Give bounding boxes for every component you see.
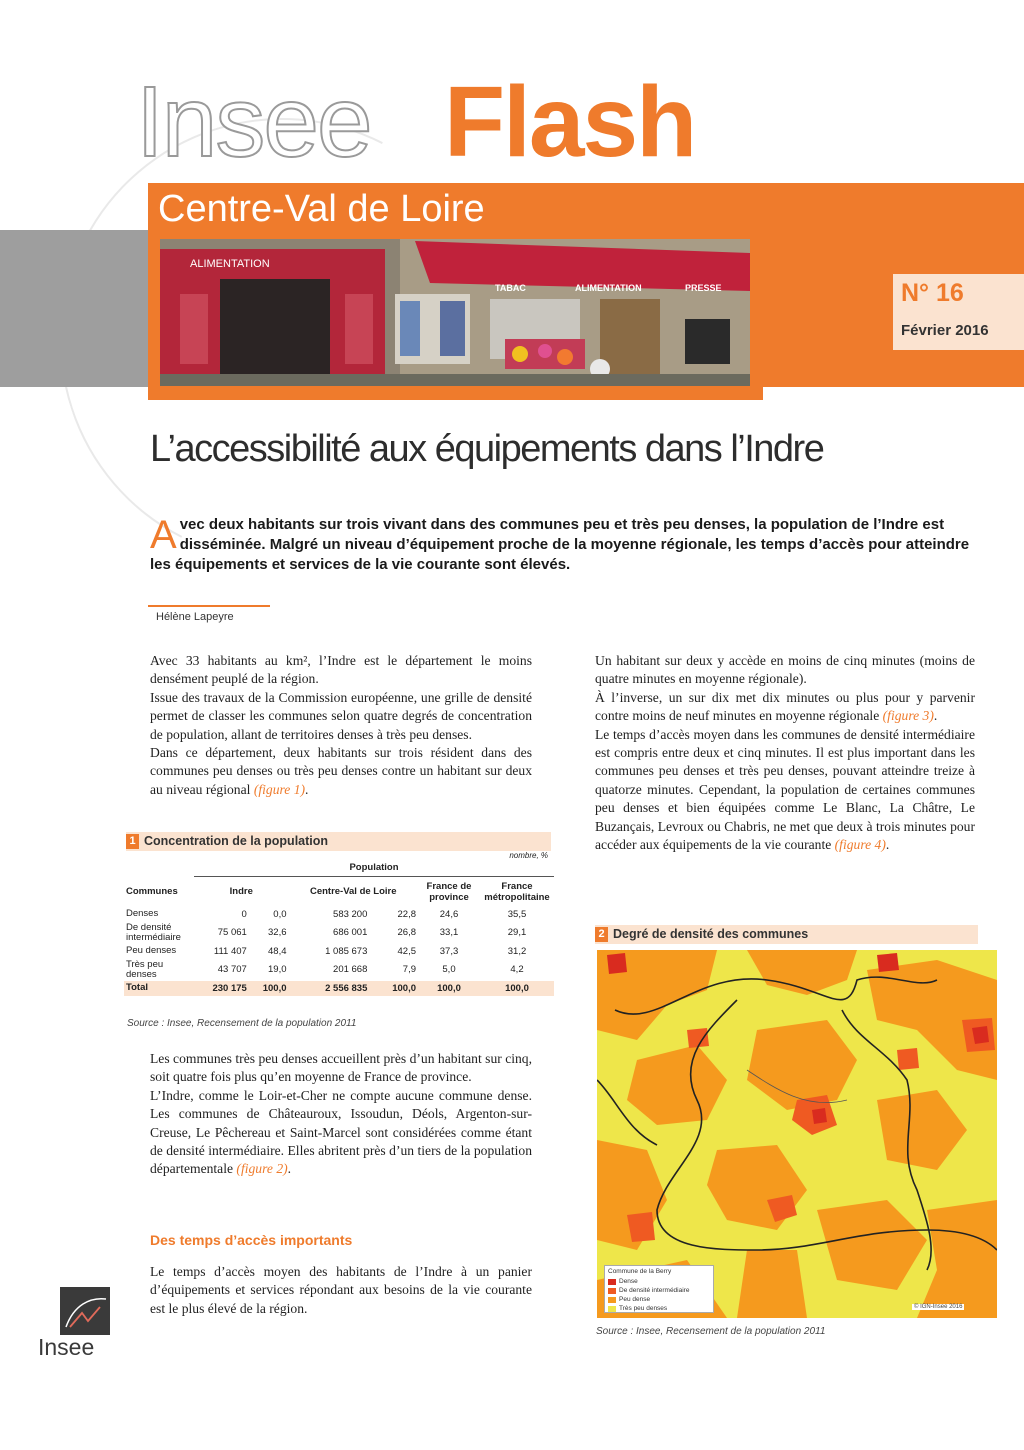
photo-sign-1: ALIMENTATION (190, 258, 270, 270)
population-header: Population (194, 862, 554, 877)
issue-number: N° 16 (901, 279, 964, 307)
legend-title: Commune de la Berry (608, 1268, 672, 1275)
figure-2-title: Degré de densité des communes (613, 927, 809, 941)
brand-flash: Flash (444, 66, 696, 178)
region-name: Centre-Val de Loire (158, 188, 485, 230)
right-column (595, 652, 975, 854)
legend-item: Peu dense (608, 1295, 710, 1304)
figure-2-source: Source : Insee, Recensement de la population 2011 (596, 1326, 826, 1337)
lead-paragraph (150, 515, 972, 575)
paragraph: À l’inverse, un sur dix met dix minutes ou plus pour y parvenir contre moins de neuf minutes en moyenne régionale (figure 3). (595, 689, 975, 724)
figure-1-link[interactable]: (figure 1) (253, 781, 306, 797)
paragraph: Le temps d’accès moyen dans les communes de densité intermédiaire est compris entre deux et cinq minutes. Il est plus important dans les communes peu denses et très peu denses, pouvant atteindre treize à quatorze minutes. Cependant, la population de certaines communes peu denses et bien équipées comme Le Blanc, La Châtre, Le Buzançais, Levroux ou Chabris, ne met que deux à trois minutes pour accéder aux équipements de la vie courante (figure 4). (595, 726, 975, 853)
author-name: Hélène Lapeyre (156, 611, 234, 623)
author-rule (148, 605, 270, 607)
table-row: De densité intermédiaire 75 061 32,6 686 001 26,8 33,1 29,1 (126, 921, 527, 943)
insee-logo-icon (60, 1287, 110, 1335)
photo-sign-4: PRESSE (685, 283, 722, 293)
photo-sign-3: ALIMENTATION (575, 283, 642, 293)
issue-date: Février 2016 (901, 322, 989, 339)
density-map (597, 950, 997, 1318)
col-france-metro: France métropolitaine (484, 880, 550, 903)
legend-item: De densité intermédiaire (608, 1286, 710, 1295)
figure-1-unit: nombre, % (509, 851, 548, 860)
table-row-total: Total 230 175 100,0 2 556 835 100,0 100,0 100,0 (124, 981, 554, 996)
col-indre: Indre (229, 886, 253, 898)
shop-front-illustration (160, 239, 750, 386)
figure-1-header (126, 832, 551, 851)
left-column-top (150, 652, 532, 799)
figure-1-number: 1 (126, 834, 139, 849)
figure-2-link[interactable]: (figure 2) (236, 1161, 288, 1177)
col-communes: Communes (126, 886, 178, 897)
figure-2-number: 2 (595, 927, 608, 942)
table-row: Peu denses 111 407 48,4 1 085 673 42,5 37,3 31,2 (126, 945, 527, 957)
section-subhead: Des temps d’accès importants (150, 1232, 353, 1248)
page-title: L’accessibilité aux équipements dans l’Indre (150, 428, 824, 470)
figure-3-link[interactable]: (figure 3) (882, 708, 934, 724)
figure-4-link[interactable]: (figure 4) (834, 837, 886, 853)
legend-item: Dense (608, 1277, 710, 1286)
figure-1-table (124, 862, 554, 996)
figure-1-source: Source : Insee, Recensement de la population 2011 (127, 1018, 357, 1029)
lead-dropcap: A (150, 513, 177, 557)
paragraph: Les communes très peu denses accueillent près d’un habitant sur cinq, soit quatre fois plus qu’en moyenne de France de province. (150, 1051, 532, 1085)
paragraph: Dans ce département, deux habitants sur trois résident dans des communes peu denses ou très peu denses contre un habitant sur deux au niveau régional (figure 1). (150, 745, 532, 797)
paragraph: Issue des travaux de la Commission européenne, une grille de densité permet de classer les communes selon quatre degrés de concentration de population, allant de territoires denses à très peu denses. (150, 689, 532, 742)
legend-item: Très peu denses (608, 1304, 710, 1313)
map-legend (604, 1265, 714, 1313)
figure-1-title: Concentration de la population (144, 834, 329, 848)
figure-2-header (595, 925, 978, 944)
paragraph: Avec 33 habitants au km², l’Indre est le département le moins densément peuplé de la région. (150, 653, 532, 687)
brand-insee: Insee (136, 66, 371, 178)
insee-logo-mark (60, 1287, 110, 1335)
photo-sign-2: TABAC (495, 283, 526, 293)
map-copyright: © IGN-Insee 2016 (914, 1304, 963, 1310)
table-row: Très peu denses 43 707 19,0 201 668 7,9 5,0 4,2 (126, 958, 524, 980)
paragraph: Le temps d’accès moyen des habitants de l’Indre à un panier d’équipements et services répondant aux besoins de la vie courante est le plus élevé de la région. (150, 1264, 532, 1316)
cover-photo (160, 239, 750, 386)
left-column-last (150, 1263, 532, 1318)
col-france-province: France de province (426, 880, 472, 903)
left-column-bottom (150, 1050, 532, 1179)
col-centre-val-de-loire: Centre-Val de Loire (309, 886, 397, 898)
insee-logo-text: Insee (38, 1334, 95, 1360)
table-row: Denses 0 0,0 583 200 22,8 24,6 35,5 (126, 908, 527, 920)
lead-text: vec deux habitants sur trois vivant dans des communes peu et très peu denses, la population de l’Indre est disséminée. Malgré un niveau d’équipement proche de la moyenne régionale, les temps d’accès pour atteindre les équipements et services de la vie courante sont élevés. (150, 516, 970, 573)
paragraph: L’Indre, comme le Loir-et-Cher ne compte aucune commune dense. Les communes de Châteauroux, Issoudun, Déols, Argenton-sur-Creuse, Le Pêchereau et Saint-Marcel sont considérées comme étant de densité intermédiaire. Elles abritent près d’un tiers de la population départementale (figure 2). (150, 1087, 532, 1177)
paragraph: Un habitant sur deux y accède en moins de cinq minutes (moins de quatre minutes en moyenne régionale). (595, 653, 975, 687)
